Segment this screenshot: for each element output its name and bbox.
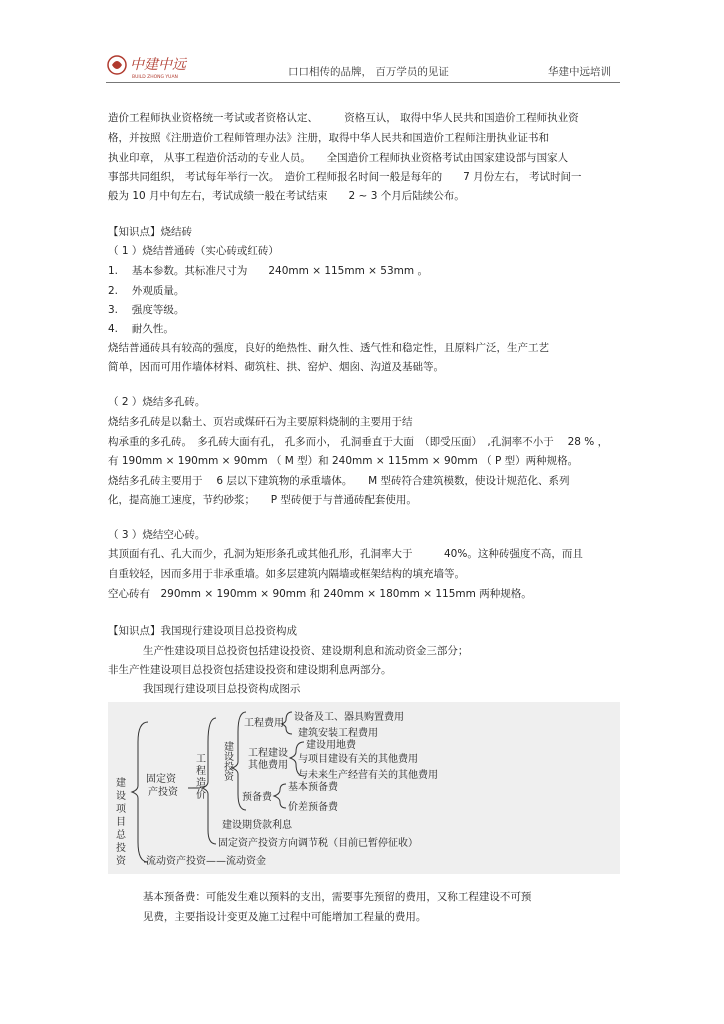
project-cost-char: 造 (196, 778, 206, 789)
paragraph-line: 非生产性建设项目总投资包括建设投资和建设期利息两部分。 (108, 664, 392, 676)
paragraph-line: 自重较轻，因而多用于非承重墙。如多层建筑内隔墙或框架结构的填充墙等。 (108, 568, 465, 580)
intro-line: 执业印章， 从事工程造价活动的专业人员。 全国造价工程师执业资格考试由国家建设部与国家人 (108, 152, 569, 164)
ci-char: 投 (224, 762, 234, 773)
land-fee-label: 建设用地费 (306, 740, 356, 751)
root-char: 设 (116, 791, 126, 802)
ci-char: 资 (224, 772, 234, 783)
header-brand: 华建中远培训 (548, 66, 611, 78)
root-char: 目 (116, 817, 126, 828)
construction-related-label: 与项目建设有关的其他费用 (298, 754, 418, 765)
paragraph-line: 烧结普通砖具有较高的强度，良好的绝热性、耐久性、透气性和稳定性，且原料广泛，生产工艺 (108, 342, 549, 354)
liquid-label: 流动资产投资——流动资金 (146, 856, 266, 867)
fixed-asset-label: 固定资 (146, 774, 176, 785)
ci-char: 设 (224, 752, 234, 763)
paragraph-line: 其顶面有孔、孔大而少，孔洞为矩形条孔或其他孔形，孔洞率大于 40%。这种砖强度不高，而且 (108, 548, 583, 560)
eng-fee-label: 工程费用 (244, 718, 284, 729)
paragraph-line: 烧结多孔砖是以黏土、页岩或煤矸石为主要原料烧制的主要用于结 (108, 416, 413, 428)
paragraph-line: 烧结多孔砖主要用于 6 层以下建筑物的承重墙体。 M 型砖符合建筑模数，使设计规范化、系列 (108, 475, 570, 487)
project-cost-char: 程 (196, 766, 206, 777)
intro-line: 格，并按照《注册造价工程师管理办法》注册，取得中华人民共和国造价工程师注册执业证书和 (108, 132, 549, 144)
subsection-title: （ 1 ）烧结普通砖（实心砖或红砖） (108, 245, 279, 257)
build-fee-label: 建筑安装工程费用 (298, 728, 378, 739)
production-related-label: 与未来生产经营有关的其他费用 (298, 770, 438, 781)
subsection-title: （ 2 ）烧结多孔砖。 (108, 396, 206, 408)
list-item: 2. 外观质量。 (108, 285, 185, 297)
list-item: 3. 强度等级。 (108, 304, 185, 316)
ci-char: 建 (224, 742, 234, 753)
root-char: 投 (116, 843, 126, 854)
list-item: 4. 耐久性。 (108, 323, 174, 335)
paragraph-line: 空心砖有 290mm × 190mm × 90mm 和 240mm × 180mm × 115mm 两种规格。 (108, 588, 532, 600)
paragraph-line: 生产性建设项目总投资包括建设投资、建设期利息和流动资金三部分； (108, 645, 469, 657)
paragraph-line: 构承重的多孔砖。 多孔砖大面有孔， 孔多而小， 孔洞垂直于大面 （即受压面） ,孔洞率不小于 28 % ， (108, 436, 609, 448)
footnote-line: 基本预备费：可能发生难以预料的支出，需要事先预留的费用，又称工程建设不可预 (108, 891, 532, 903)
project-cost-char: 工 (196, 754, 206, 765)
section-title: 【知识点】我国现行建设项目总投资构成 (108, 625, 297, 637)
page-header (0, 0, 724, 92)
paragraph-line: 化，提高施工速度，节约砂浆； P 型砖便于与普通砖配套使用。 (108, 494, 417, 506)
diagram-dash: 一 (192, 784, 202, 795)
equip-fee-label: 设备及工、器具购置费用 (294, 712, 404, 723)
header-divider (106, 82, 620, 83)
reserve-label: 预备费 (242, 792, 272, 803)
basic-reserve-label: 基本预备费 (288, 782, 338, 793)
diagram-root-label (116, 776, 127, 867)
fixed-asset-label: 产投资 (148, 787, 178, 798)
root-char: 总 (116, 830, 126, 841)
loan-interest-label: 建设期贷款利息 (222, 820, 292, 831)
diagram-caption: 我国现行建设项目总投资构成图示 (108, 683, 301, 695)
list-item: 1. 基本参数。其标准尺寸为 240mm × 115mm × 53mm 。 (108, 265, 428, 277)
root-char: 建 (116, 778, 126, 789)
subsection-title: （ 3 ）烧结空心砖。 (108, 529, 206, 541)
other-fee-label: 工程建设 (248, 748, 288, 759)
construction-invest-label (224, 740, 235, 783)
investment-diagram (108, 702, 620, 874)
logo (106, 53, 204, 79)
root-char: 资 (116, 856, 126, 867)
intro-line: 般为 10 月中旬左右，考试成绩一般在考试结束 2 ~ 3 个月后陆续公布。 (108, 190, 465, 202)
project-cost-label (196, 753, 206, 801)
project-cost-char: 价 (196, 790, 206, 801)
tax-label: 固定资产投资方向调节税（目前已暂停征收） (218, 838, 418, 849)
price-reserve-label: 价差预备费 (288, 802, 338, 813)
intro-line: 事部共同组织， 考试每年举行一次。 造价工程师报名时间一般是每年的 7 月份左右， 考试时间一 (108, 171, 582, 183)
section-title: 【知识点】烧结砖 (108, 226, 192, 238)
intro-line: 造价工程师执业资格统一考试或者资格认定、 资格互认， 取得中华人民共和国造价工程师执业资 (108, 112, 579, 124)
paragraph-line: 简单，因而可用作墙体材料、砌筑柱、拱、窑炉、烟囱、沟道及基础等。 (108, 361, 444, 373)
svg-text:BUILD ZHONG YUAN: BUILD ZHONG YUAN (132, 75, 178, 79)
other-fee-label: 其他费用 (248, 760, 288, 771)
header-slogan: 口口相传的品牌， 百万学员的见证 (288, 66, 449, 78)
footnote-line: 见费，主要指设计变更及施工过程中可能增加工程量的费用。 (108, 911, 427, 923)
svg-text:中建中远: 中建中远 (130, 57, 186, 73)
paragraph-line: 有 190mm × 190mm × 90mm （ M 型）和 240mm × 115mm × 90mm （ P 型）两种规格。 (108, 455, 579, 467)
root-char: 项 (116, 804, 126, 815)
